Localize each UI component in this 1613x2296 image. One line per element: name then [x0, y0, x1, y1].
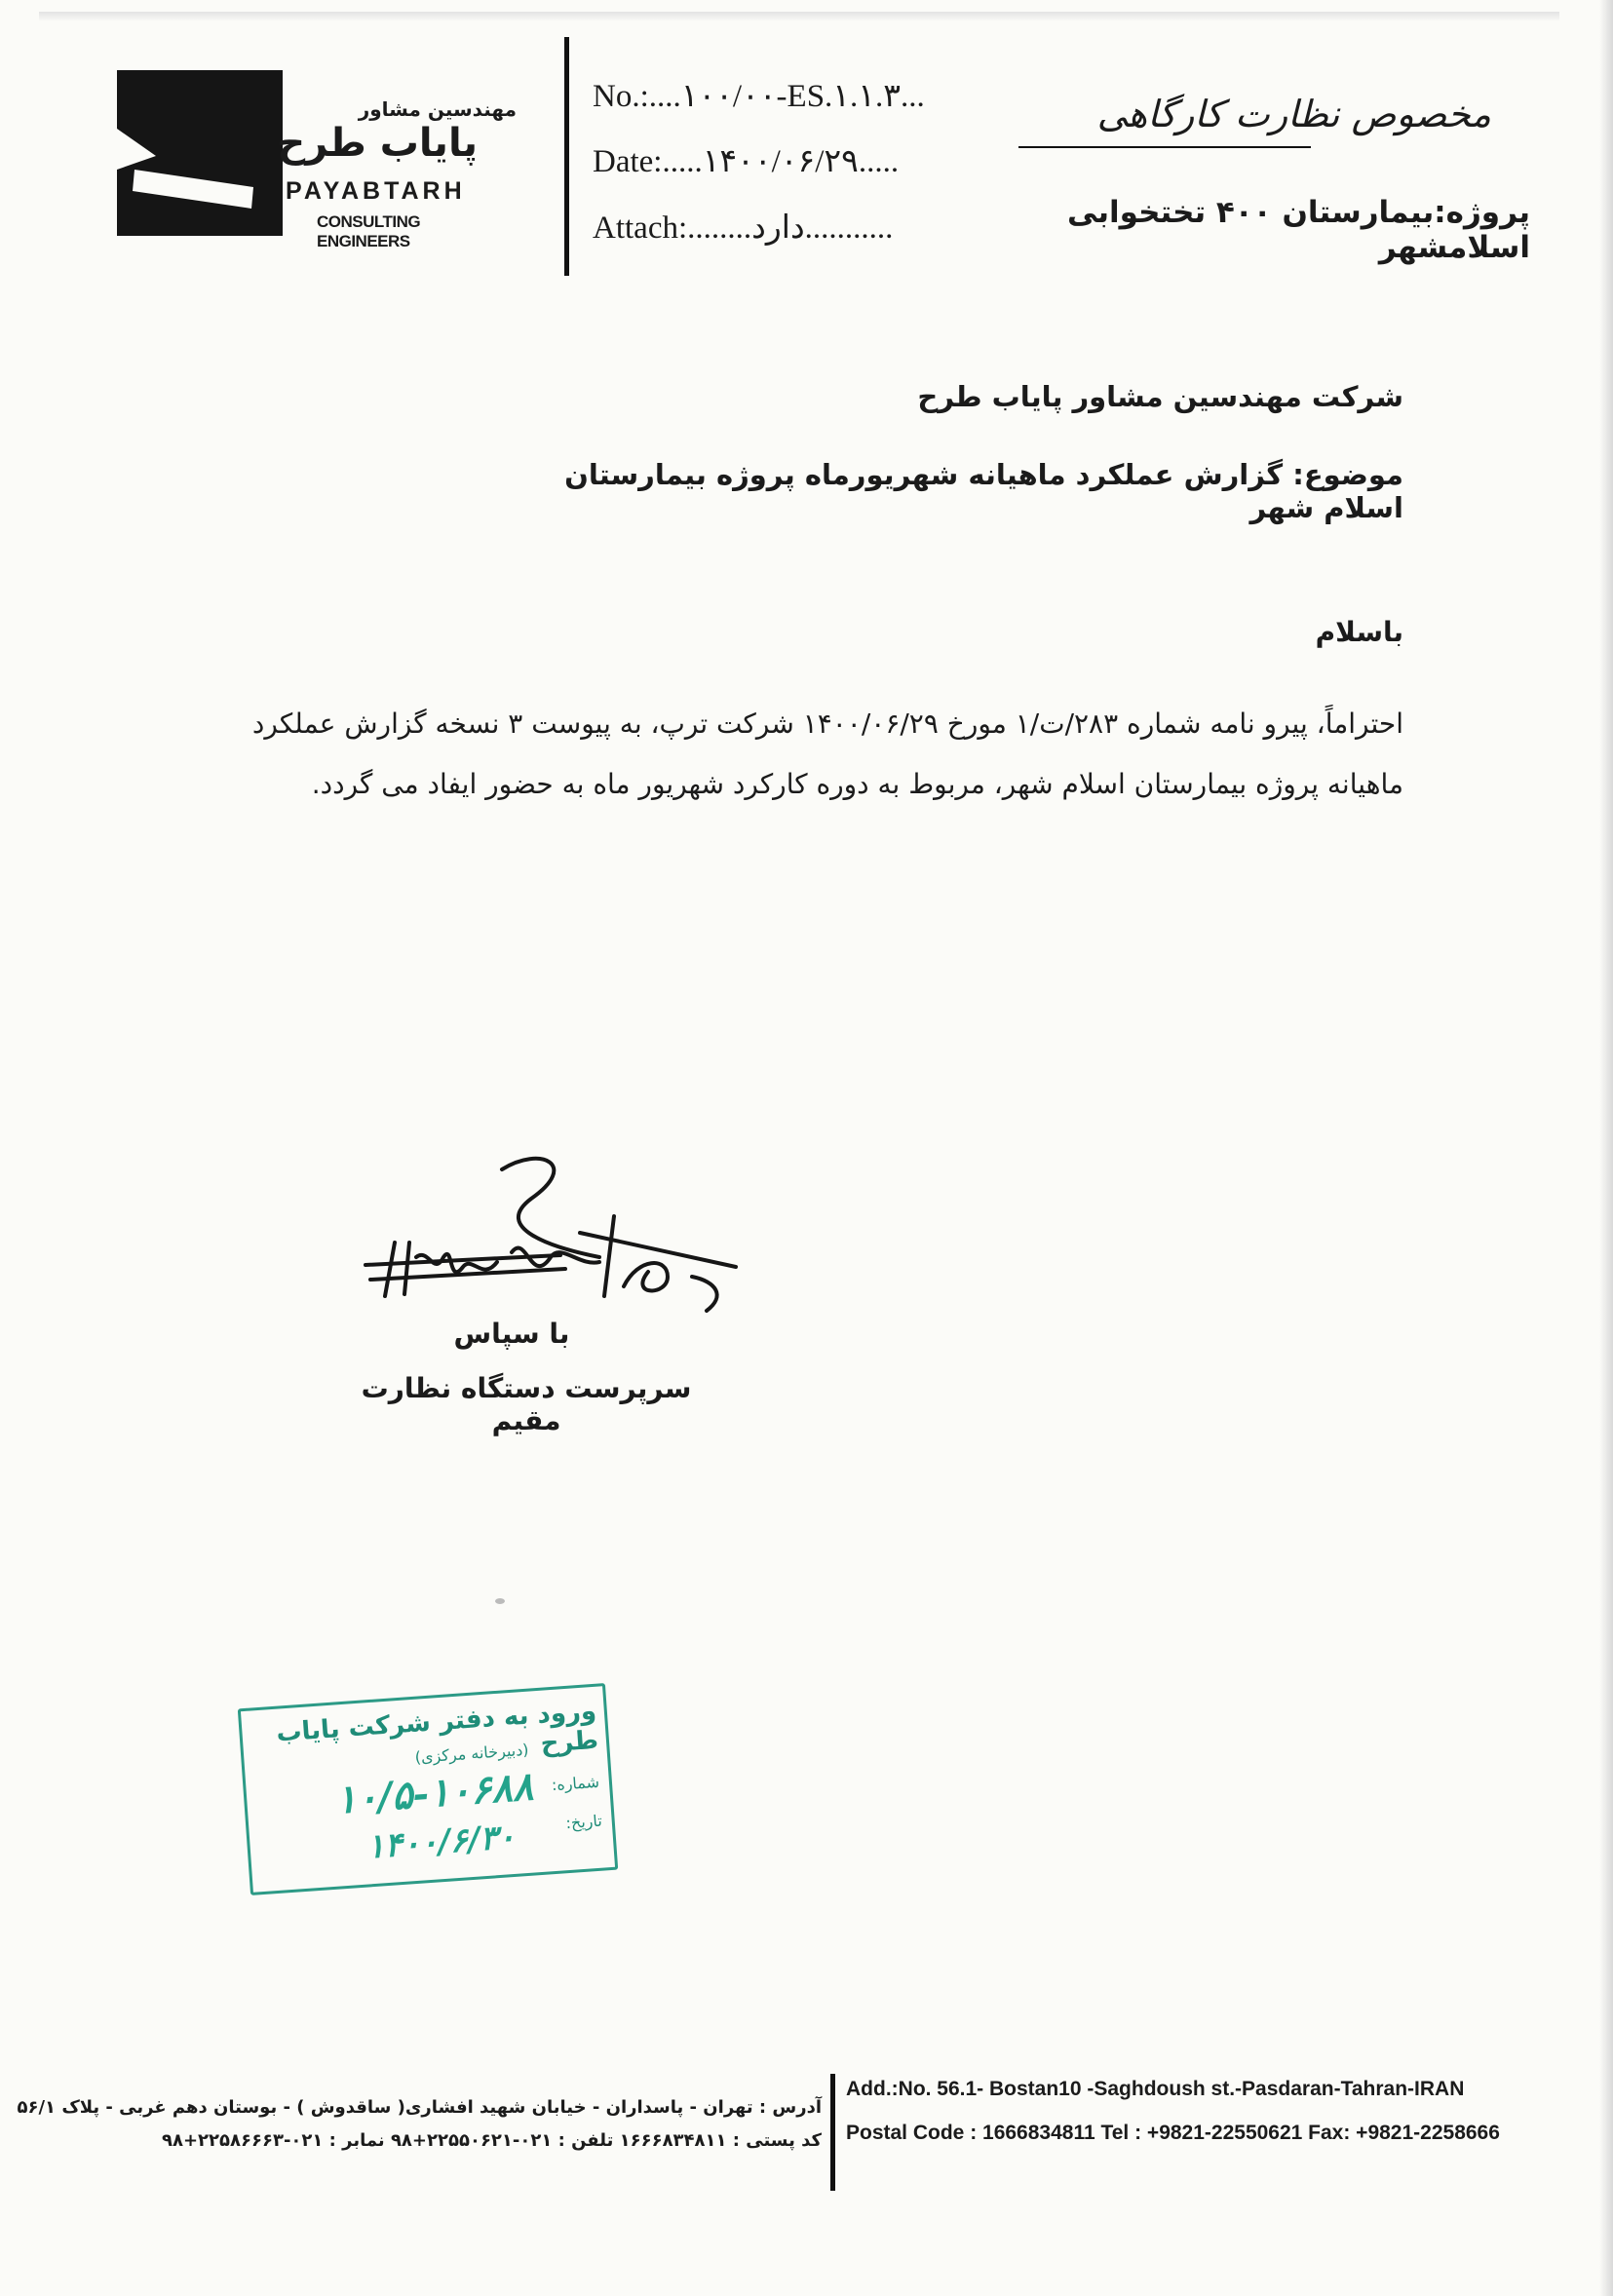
reference-attachment: Attach:........دارد...........	[593, 210, 894, 246]
stamp-subtitle: (دبیرخانه مرکزی)	[414, 1740, 530, 1767]
footer-address-en: Add.:No. 56.1- Bostan10 -Saghdoush st.-Pasdaran-Tahran-IRAN	[846, 2078, 1465, 2100]
scan-edge-right	[1599, 0, 1613, 2296]
receipt-stamp	[238, 1683, 618, 1895]
addressee: شرکت مهندسین مشاور پایاب طرح	[917, 380, 1403, 413]
body-paragraph: احتراماً، پیرو نامه شماره ۲۸۳/ت/۱ مورخ ۱۴۰۰/۰۶/۲۹ شرکت ترپ، به پیوست ۳ نسخه گزارش عملکرد ماهیانه پروژه بیمارستان اسلام شهر، مربوط به دوره کارکرد شهریور ماه به حضور ایفاد می گردد.	[251, 708, 1403, 800]
handwritten-title: مخصوص نظارت کارگاهی	[1096, 93, 1491, 135]
reference-date: Date:.....۱۴۰۰/۰۶/۲۹.....	[593, 144, 900, 179]
logo-en-name: PAYABTARH	[286, 177, 466, 205]
signer-title: سرپرست دستگاه نظارت مقیم	[361, 1372, 692, 1436]
subject-line: موضوع: گزارش عملکرد ماهیانه شهریورماه پروژه بیمارستان اسلام شهر	[564, 458, 1403, 524]
scan-speck	[495, 1598, 505, 1604]
stamp-date-value: ۱۴۰۰/۶/۳۰	[365, 1817, 518, 1867]
handwritten-signature	[356, 1140, 746, 1335]
title-underline	[1018, 146, 1311, 148]
stamp-title: ورود به دفتر شرکت پایاب طرح	[275, 1696, 599, 1759]
stamp-date-label: تاریخ:	[564, 1811, 603, 1833]
logo-fa-name: پایاب طرح	[277, 121, 478, 166]
closing-phrase: با سپاس	[453, 1318, 570, 1350]
logo-fa-subtitle: مهندسین مشاور	[358, 97, 517, 121]
greeting: باسلام	[1315, 616, 1403, 648]
logo-en-subtitle: CONSULTING ENGINEERS	[317, 212, 421, 250]
footer-contact-en: Postal Code : 1666834811 Tel : +9821-22550621 Fax: +9821-2258666	[846, 2122, 1500, 2144]
footer-contact-fa: کد پستی : ۱۶۶۶۸۳۴۸۱۱ تلفن : ۰۲۱-۲۲۵۵۰۶۲۱+۹۸ نمابر : ۰۲۱-۲۲۵۸۶۶۶۳+۹۸	[161, 2130, 822, 2151]
footer-divider	[830, 2074, 835, 2191]
project-name: پروژه:بیمارستان ۴۰۰ تختخوابی اسلامشهر	[1067, 195, 1530, 265]
header-divider	[564, 37, 569, 276]
stamp-number-label: شماره:	[551, 1772, 600, 1795]
company-logo	[117, 70, 517, 250]
footer-address-fa: آدرس : تهران - پاسداران - خیابان شهید افشاری( ساقدوش ) - بوستان دهم غربی - پلاک ۵۶/۱	[17, 2097, 822, 2118]
reference-number: No.:....۱۰۰/۰۰-ES.۱.۱.۳...	[593, 79, 925, 114]
scan-edge-top	[39, 12, 1559, 21]
stamp-number-value: ۱۰/۵-۱۰۶۸۸	[333, 1763, 535, 1823]
